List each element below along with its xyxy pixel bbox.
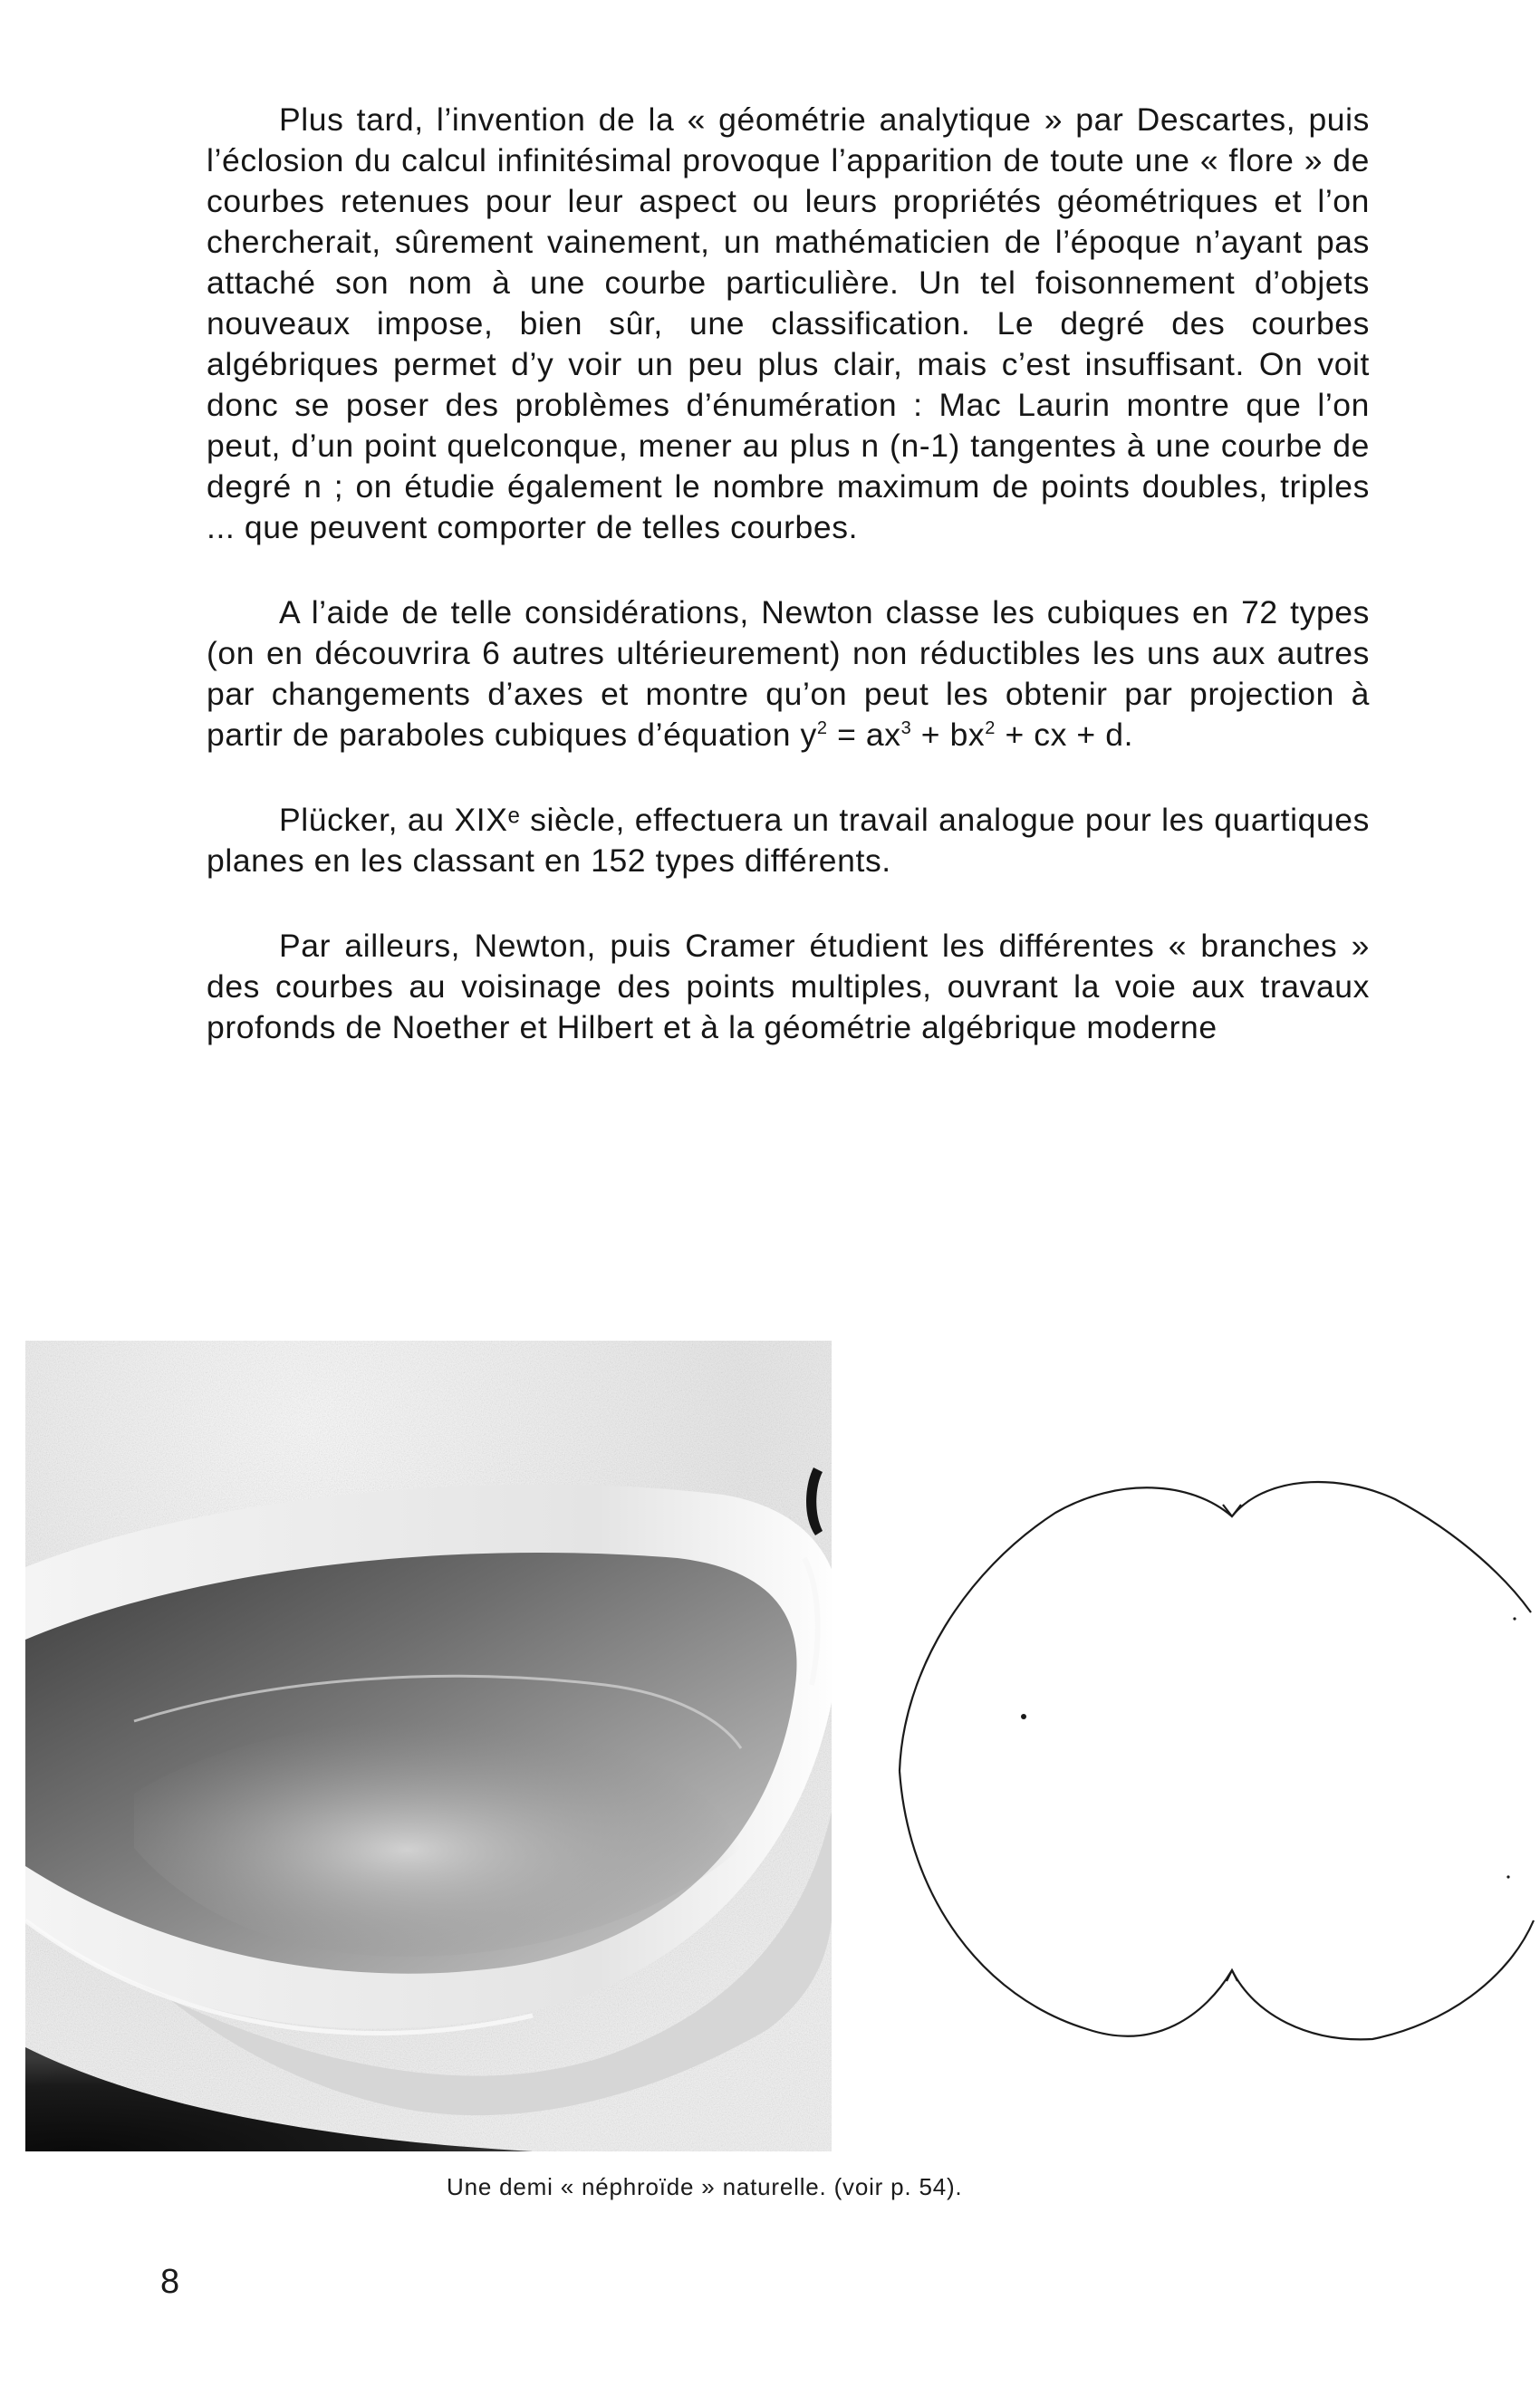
bowl-photo xyxy=(25,1341,832,2151)
paragraph-newton xyxy=(207,592,1370,755)
speck-upper xyxy=(1513,1617,1516,1620)
paragraph-descartes: Plus tard, l’invention de la « géométrie analytique » par Descartes, puis l’éclosion du calcul infinitésimal provoque l’apparition de toute une « flore » de courbes retenues pour leur aspect ou leurs propriétés géométriques et l’on chercherait, sûrement vainement, un mathématicien de l’époque n’ayant pas attaché son nom à une courbe particulière. Un tel foisonnement d’objets nouveaux impose, bien sûr, une classification. Le degré des courbes algébriques permet d’y voir un peu plus clair, mais c’est insuffisant. On voit donc se poser des problèmes d’énumération : Mac Laurin montre que l’on peut, d’un point quelconque, mener au plus n (n-1) tangentes à une courbe de degré n ; on étudie également le nombre maximum de points doubles, triples ... que peuvent comporter de telles courbes. xyxy=(207,101,1370,545)
figure-caption: Une demi « néphroïde » naturelle. (voir p. 54). xyxy=(447,2173,963,2200)
center-dot xyxy=(1021,1714,1026,1719)
nephroid-diagram xyxy=(883,1427,1540,2097)
paragraph-plucker: Plücker, au XIXᵉ siècle, effectuera un travail analogue pour les quartiques planes en les classant en 152 types différents. xyxy=(207,802,1370,879)
equation: $y^2 = ax^3 + bx^2$ + cx + d. xyxy=(800,717,1134,753)
nephroid-cusp-bottom xyxy=(1227,1970,1237,1981)
nephroid-lower-left-lobe xyxy=(900,1771,1232,2036)
speck-lower xyxy=(1506,1875,1509,1878)
body-text xyxy=(207,100,1370,1092)
newton-text: A l’aide de telle considérations, Newton classe les cubiques en 72 types (on en découvrira 6 autres ultérieurement) non réductibles les uns aux autres par changements d’axes et montre qu’on peut les obtenir par projection à partir de paraboles cubiques d’équation xyxy=(207,594,1370,753)
paragraph-cramer: Par ailleurs, Newton, puis Cramer étudient les différentes « branches » des courbes au voisinage des points multiples, ouvrant la voie aux travaux profonds de Noether et Hilbert et à la géométrie algébrique moderne xyxy=(207,928,1370,1045)
nephroid-lower-right-lobe xyxy=(1232,1920,1534,2039)
nephroid-upper-right-lobe xyxy=(1232,1482,1531,1612)
nephroid-upper-left-lobe xyxy=(900,1487,1232,1771)
page-number: 8 xyxy=(160,2263,180,2301)
